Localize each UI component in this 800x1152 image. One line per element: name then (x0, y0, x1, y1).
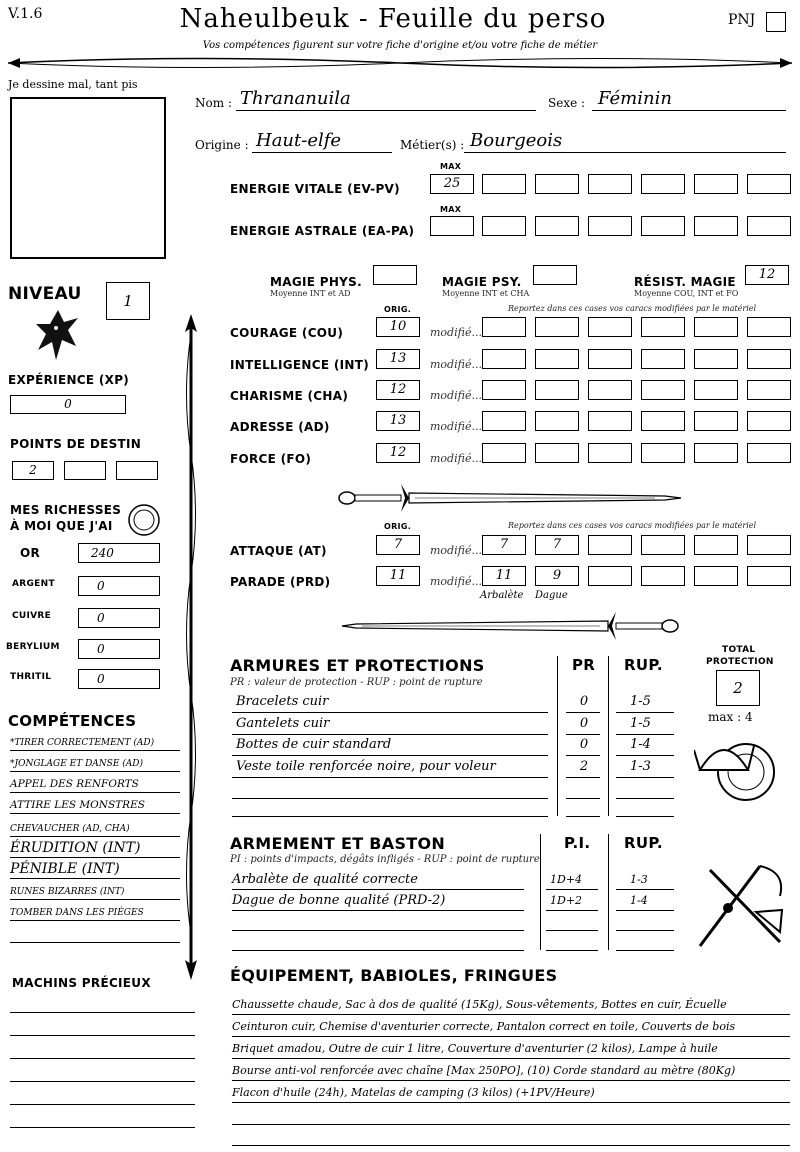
destin-box[interactable]: 2 (12, 461, 54, 480)
parade-mod-box[interactable]: 11 (482, 566, 526, 586)
berylium-box[interactable]: 0 (78, 639, 160, 659)
parade-mod-box[interactable] (747, 566, 791, 586)
attaque-mod-box[interactable] (641, 535, 685, 555)
weapon-caption: Arbalète (480, 590, 524, 601)
force-label: FORCE (FO) (230, 452, 312, 466)
adresse-mod-box[interactable] (694, 411, 738, 431)
portrait-frame[interactable] (10, 97, 166, 259)
intelligence-mod-box[interactable] (535, 349, 579, 369)
magie-psy-box[interactable] (533, 265, 577, 285)
nom-value[interactable]: Thrananuila (240, 88, 351, 109)
weapon-row-line (232, 950, 524, 951)
destin-box[interactable] (116, 461, 158, 480)
skill-line (10, 836, 180, 837)
courage-modified-label: modifié... (430, 326, 482, 339)
armor-row-line (616, 798, 674, 799)
sword-ornament (335, 480, 685, 516)
weapon-row-line (616, 930, 674, 931)
richesses-label-2: À MOI QUE J'AI (10, 519, 113, 533)
equipment-title: ÉQUIPEMENT, BABIOLES, FRINGUES (230, 966, 558, 985)
adresse-mod-box[interactable] (482, 411, 526, 431)
skill-line (10, 750, 180, 751)
intelligence-mod-box[interactable] (641, 349, 685, 369)
courage-mod-box[interactable] (535, 317, 579, 337)
total-protection-max: max : 4 (708, 710, 753, 724)
equipment-rule (232, 1145, 790, 1146)
ev-box[interactable] (588, 174, 632, 194)
armor-row-line (566, 798, 600, 799)
adresse-orig-box[interactable]: 13 (376, 411, 420, 431)
resist-magie-label: RÉSIST. MAGIE (634, 275, 736, 289)
intelligence-orig-box[interactable]: 13 (376, 349, 420, 369)
parade-label: PARADE (PRD) (230, 575, 331, 589)
attaque-mod-box[interactable] (588, 535, 632, 555)
equipment-line[interactable]: Flacon d'huile (24h), Matelas de camping (3 kilos) (+1PV/Heure) (232, 1086, 595, 1099)
attaque-modified-label: modifié... (430, 544, 482, 557)
header-vine-ornament (0, 52, 800, 74)
weapon-row-pi[interactable]: 1D+4 (550, 873, 583, 886)
cuivre-label: CUIVRE (12, 611, 52, 621)
force-mod-box[interactable] (535, 443, 579, 463)
combat-orig-label: ORIG. (384, 522, 412, 531)
weapon-row-name[interactable]: Dague de bonne qualité (PRD-2) (232, 893, 446, 908)
crossed-weapons-icon (690, 856, 790, 956)
equipment-rule (232, 1124, 790, 1125)
weapon-row-line (616, 910, 674, 911)
intelligence-label: INTELLIGENCE (INT) (230, 358, 369, 372)
ea-box[interactable] (482, 216, 526, 236)
armor-row-line (232, 816, 548, 817)
adresse-mod-box[interactable] (747, 411, 791, 431)
armor-row-line (566, 712, 600, 713)
attaque-mod-box[interactable] (747, 535, 791, 555)
adresse-modified-label: modifié... (430, 420, 482, 433)
armor-row-line (616, 777, 674, 778)
ea-max-box[interactable] (430, 216, 474, 236)
sexe-value[interactable]: Féminin (598, 88, 672, 109)
courage-mod-box[interactable] (694, 317, 738, 337)
skill-line (10, 813, 180, 814)
weapon-row-line (546, 950, 598, 951)
weapon-row-name[interactable]: Arbalète de qualité correcte (232, 872, 418, 887)
total-protection-label: PROTECTION (706, 657, 774, 667)
force-modified-label: modifié... (430, 452, 482, 465)
armor-row-line (232, 712, 548, 713)
skill-line (10, 899, 180, 900)
magie-phys-sub: Moyenne INT et AD (270, 289, 351, 298)
attr-note: Reportez dans ces cases vos caracs modifiées par le matériel (508, 304, 757, 313)
total-protection-box[interactable]: 2 (716, 670, 760, 706)
armor-row-line (616, 734, 674, 735)
parade-mod-box[interactable]: 9 (535, 566, 579, 586)
parade-mod-box[interactable] (641, 566, 685, 586)
armor-col-divider (608, 656, 609, 816)
force-mod-box[interactable] (747, 443, 791, 463)
weapons-col-pi: P.I. (564, 834, 591, 852)
skill-item[interactable]: CHEVAUCHER (AD, CHA) (10, 824, 130, 834)
metier-label: Métier(s) : (400, 138, 465, 152)
or-label: OR (20, 546, 41, 560)
skills-title: COMPÉTENCES (8, 712, 137, 730)
valuables-line (10, 1104, 195, 1105)
equipment-rule (232, 1014, 790, 1015)
ev-box[interactable] (747, 174, 791, 194)
armor-row-pr[interactable]: 0 (579, 737, 589, 752)
weapons-title: ARMEMENT ET BASTON (230, 834, 446, 853)
helmet-shield-icon (694, 726, 778, 810)
attaque-orig-box[interactable]: 7 (376, 535, 420, 555)
armor-subtitle: PR : valeur de protection - RUP : point de rupture (230, 677, 483, 688)
skill-line (10, 792, 180, 793)
weapon-row-line (546, 910, 598, 911)
skill-line (10, 942, 180, 943)
magie-psy-label: MAGIE PSY. (442, 275, 522, 289)
weapon-row-line (232, 889, 524, 890)
attaque-mod-box[interactable]: 7 (482, 535, 526, 555)
thritil-box[interactable]: 0 (78, 669, 160, 689)
courage-label: COURAGE (COU) (230, 326, 344, 340)
parade-mod-box[interactable] (694, 566, 738, 586)
origine-value[interactable]: Haut-elfe (256, 130, 342, 151)
weapons-col-divider (540, 834, 541, 950)
magie-phys-label: MAGIE PHYS. (270, 275, 362, 289)
intelligence-modified-label: modifié... (430, 358, 482, 371)
ev-label: ENERGIE VITALE (EV-PV) (230, 182, 400, 196)
armor-row-line (232, 734, 548, 735)
courage-mod-box[interactable] (747, 317, 791, 337)
weapon-row-line (616, 950, 674, 951)
argent-label: ARGENT (12, 579, 55, 589)
richesses-label-1: MES RICHESSES (10, 503, 122, 517)
valuables-line (10, 1012, 195, 1013)
niveau-label: NIVEAU (8, 284, 82, 304)
weapons-col-rup: RUP. (624, 834, 663, 852)
courage-mod-box[interactable] (588, 317, 632, 337)
berylium-label: BERYLIUM (6, 642, 60, 652)
adresse-label: ADRESSE (AD) (230, 420, 330, 434)
adresse-mod-box[interactable] (535, 411, 579, 431)
adresse-mod-box[interactable] (641, 411, 685, 431)
intelligence-mod-box[interactable] (482, 349, 526, 369)
valuables-title: MACHINS PRÉCIEUX (12, 976, 151, 990)
courage-mod-box[interactable] (482, 317, 526, 337)
equipment-line[interactable]: Briquet amadou, Outre de cuir 1 litre, Couverture d'aventurier (2 kilos), Lampe à huile (232, 1042, 718, 1055)
ea-box[interactable] (641, 216, 685, 236)
armor-row-name[interactable]: Veste toile renforcée noire, pour voleur (236, 759, 496, 774)
nom-line (236, 110, 536, 111)
metier-line (464, 152, 786, 153)
charisme-mod-box[interactable] (641, 380, 685, 400)
force-mod-box[interactable] (588, 443, 632, 463)
attaque-mod-box[interactable] (694, 535, 738, 555)
xp-label: EXPÉRIENCE (XP) (8, 373, 130, 387)
armor-row-line (232, 798, 548, 799)
ev-box[interactable] (694, 174, 738, 194)
armor-row-rup[interactable]: 1-5 (630, 716, 651, 731)
ev-box[interactable] (535, 174, 579, 194)
skill-item[interactable]: APPEL DES RENFORTS (10, 778, 139, 790)
skill-item[interactable]: TOMBER DANS LES PIÈGES (10, 908, 144, 918)
armor-row-rup[interactable]: 1-5 (630, 694, 651, 709)
weapon-row-pi[interactable]: 1D+2 (550, 894, 583, 907)
skill-item[interactable]: PÉNIBLE (INT) (10, 861, 120, 877)
armor-row-name[interactable]: Gantelets cuir (236, 716, 330, 731)
intelligence-mod-box[interactable] (747, 349, 791, 369)
parade-modified-label: modifié... (430, 575, 482, 588)
dragon-icon (34, 306, 82, 364)
origine-line (252, 152, 392, 153)
equipment-rule (232, 1102, 790, 1103)
ev-box[interactable] (641, 174, 685, 194)
skill-line (10, 920, 180, 921)
force-mod-box[interactable] (482, 443, 526, 463)
weapon-row-line (546, 889, 598, 890)
cuivre-box[interactable]: 0 (78, 608, 160, 628)
skill-item[interactable]: ATTIRE LES MONSTRES (10, 799, 145, 811)
ea-max-label: MAX (440, 205, 462, 214)
armor-row-line (566, 816, 600, 817)
xp-box[interactable]: 0 (10, 395, 126, 414)
pnj-checkbox[interactable] (766, 12, 786, 32)
combat-note: Reportez dans ces cases vos caracs modifiées par le matériel (508, 521, 757, 530)
charisme-mod-box[interactable] (482, 380, 526, 400)
skill-line (10, 771, 180, 772)
spear-ornament (180, 314, 202, 980)
skill-line (10, 878, 180, 879)
force-mod-box[interactable] (694, 443, 738, 463)
ev-box[interactable] (482, 174, 526, 194)
weapon-row-rup[interactable]: 1-4 (630, 894, 648, 907)
weapon-row-line (232, 930, 524, 931)
weapon-row-rup[interactable]: 1-3 (630, 873, 648, 886)
armor-title: ARMURES ET PROTECTIONS (230, 656, 485, 675)
armor-row-rup[interactable]: 1-3 (630, 759, 651, 774)
weapon-row-line (616, 889, 674, 890)
armor-row-line (232, 777, 548, 778)
magie-psy-sub: Moyenne INT et CHA (442, 289, 530, 298)
niveau-box[interactable]: 1 (106, 282, 150, 320)
skill-item[interactable]: *TIRER CORRECTEMENT (AD) (10, 738, 155, 748)
or-box[interactable]: 240 (78, 543, 160, 563)
parade-mod-box[interactable] (588, 566, 632, 586)
courage-mod-box[interactable] (641, 317, 685, 337)
armor-row-line (566, 777, 600, 778)
intelligence-mod-box[interactable] (588, 349, 632, 369)
charisme-mod-box[interactable] (588, 380, 632, 400)
armor-row-line (616, 755, 674, 756)
sword-ornament (338, 608, 682, 644)
origine-label: Origine : (195, 138, 249, 152)
ea-box[interactable] (694, 216, 738, 236)
charisme-label: CHARISME (CHA) (230, 389, 349, 403)
armor-row-pr[interactable]: 0 (579, 694, 589, 709)
portrait-caption: Je dessine mal, tant pis (8, 78, 138, 91)
armor-row-pr[interactable]: 2 (579, 759, 589, 774)
equipment-line[interactable]: Chaussette chaude, Sac à dos de qualité (15Kg), Sous-vêtements, Bottes en cuir, Écuelle (232, 998, 727, 1011)
parade-orig-box[interactable]: 11 (376, 566, 420, 586)
resist-magie-box[interactable]: 12 (745, 265, 789, 285)
equipment-line[interactable]: Ceinturon cuir, Chemise d'aventurier correcte, Pantalon correct en toile, Couverts de bois (232, 1020, 736, 1033)
ea-box[interactable] (535, 216, 579, 236)
pnj-label: PNJ (728, 12, 756, 28)
force-orig-box[interactable]: 12 (376, 443, 420, 463)
armor-col-divider (557, 656, 558, 816)
ea-box[interactable] (588, 216, 632, 236)
equipment-rule (232, 1036, 790, 1037)
skill-item[interactable]: RUNES BIZARRES (INT) (10, 887, 125, 897)
equipment-rule (232, 1080, 790, 1081)
thritil-label: THRITIL (10, 672, 52, 682)
valuables-line (10, 1058, 195, 1059)
weapon-row-line (546, 930, 598, 931)
ev-max-label: MAX (440, 162, 462, 171)
armor-row-line (616, 816, 674, 817)
armor-col-rup: RUP. (624, 656, 663, 674)
destin-label: POINTS DE DESTIN (10, 437, 142, 451)
argent-box[interactable]: 0 (78, 576, 160, 596)
force-mod-box[interactable] (641, 443, 685, 463)
total-protection-label: TOTAL (722, 645, 756, 655)
weapons-subtitle: PI : points d'impacts, dégâts infligés - RUP : point de rupture (230, 854, 540, 865)
intelligence-mod-box[interactable] (694, 349, 738, 369)
skill-line (10, 857, 180, 858)
armor-col-pr: PR (572, 656, 596, 674)
ea-label: ENERGIE ASTRALE (EA-PA) (230, 224, 415, 238)
charisme-mod-box[interactable] (535, 380, 579, 400)
armor-row-name[interactable]: Bottes de cuir standard (236, 737, 392, 752)
sheet-subtitle: Vos compétences figurent sur votre fiche d'origine et/ou votre fiche de métier (202, 40, 598, 51)
ea-box[interactable] (747, 216, 791, 236)
magie-phys-box[interactable] (373, 265, 417, 285)
attr-orig-label: ORIG. (384, 305, 412, 314)
attaque-mod-box[interactable]: 7 (535, 535, 579, 555)
coin-icon (126, 502, 162, 538)
charisme-orig-box[interactable]: 12 (376, 380, 420, 400)
weapon-row-line (232, 910, 524, 911)
armor-row-line (566, 755, 600, 756)
equipment-line[interactable]: Bourse anti-vol renforcée avec chaîne [Max 250PO], (10) Corde standard au mètre (80Kg) (232, 1064, 736, 1077)
attaque-label: ATTAQUE (AT) (230, 544, 327, 558)
resist-magie-sub: Moyenne COU, INT et FO (634, 289, 739, 298)
armor-row-line (566, 734, 600, 735)
armor-row-line (232, 755, 548, 756)
charisme-mod-box[interactable] (694, 380, 738, 400)
skill-item[interactable]: ÉRUDITION (INT) (10, 840, 141, 856)
valuables-line (10, 1035, 195, 1036)
equipment-rule (232, 1058, 790, 1059)
armor-row-rup[interactable]: 1-4 (630, 737, 651, 752)
weapons-col-divider (608, 834, 609, 950)
charisme-modified-label: modifié... (430, 389, 482, 402)
valuables-line (10, 1127, 195, 1128)
charisme-mod-box[interactable] (747, 380, 791, 400)
destin-box[interactable] (64, 461, 106, 480)
armor-row-line (616, 712, 674, 713)
sexe-line (592, 110, 786, 111)
weapon-caption: Dague (535, 590, 568, 601)
sheet-title: Naheulbeuk - Feuille du perso (179, 4, 607, 34)
sexe-label: Sexe : (548, 96, 586, 110)
armor-row-pr[interactable]: 0 (579, 716, 589, 731)
nom-label: Nom : (195, 96, 232, 110)
armor-row-name[interactable]: Bracelets cuir (236, 694, 329, 709)
adresse-mod-box[interactable] (588, 411, 632, 431)
valuables-line (10, 1081, 195, 1082)
courage-orig-box[interactable]: 10 (376, 317, 420, 337)
metier-value[interactable]: Bourgeois (470, 130, 563, 151)
ev-max-box[interactable]: 25 (430, 174, 474, 194)
version-label: V.1.6 (8, 6, 43, 22)
skill-item[interactable]: *JONGLAGE ET DANSE (AD) (10, 759, 144, 769)
